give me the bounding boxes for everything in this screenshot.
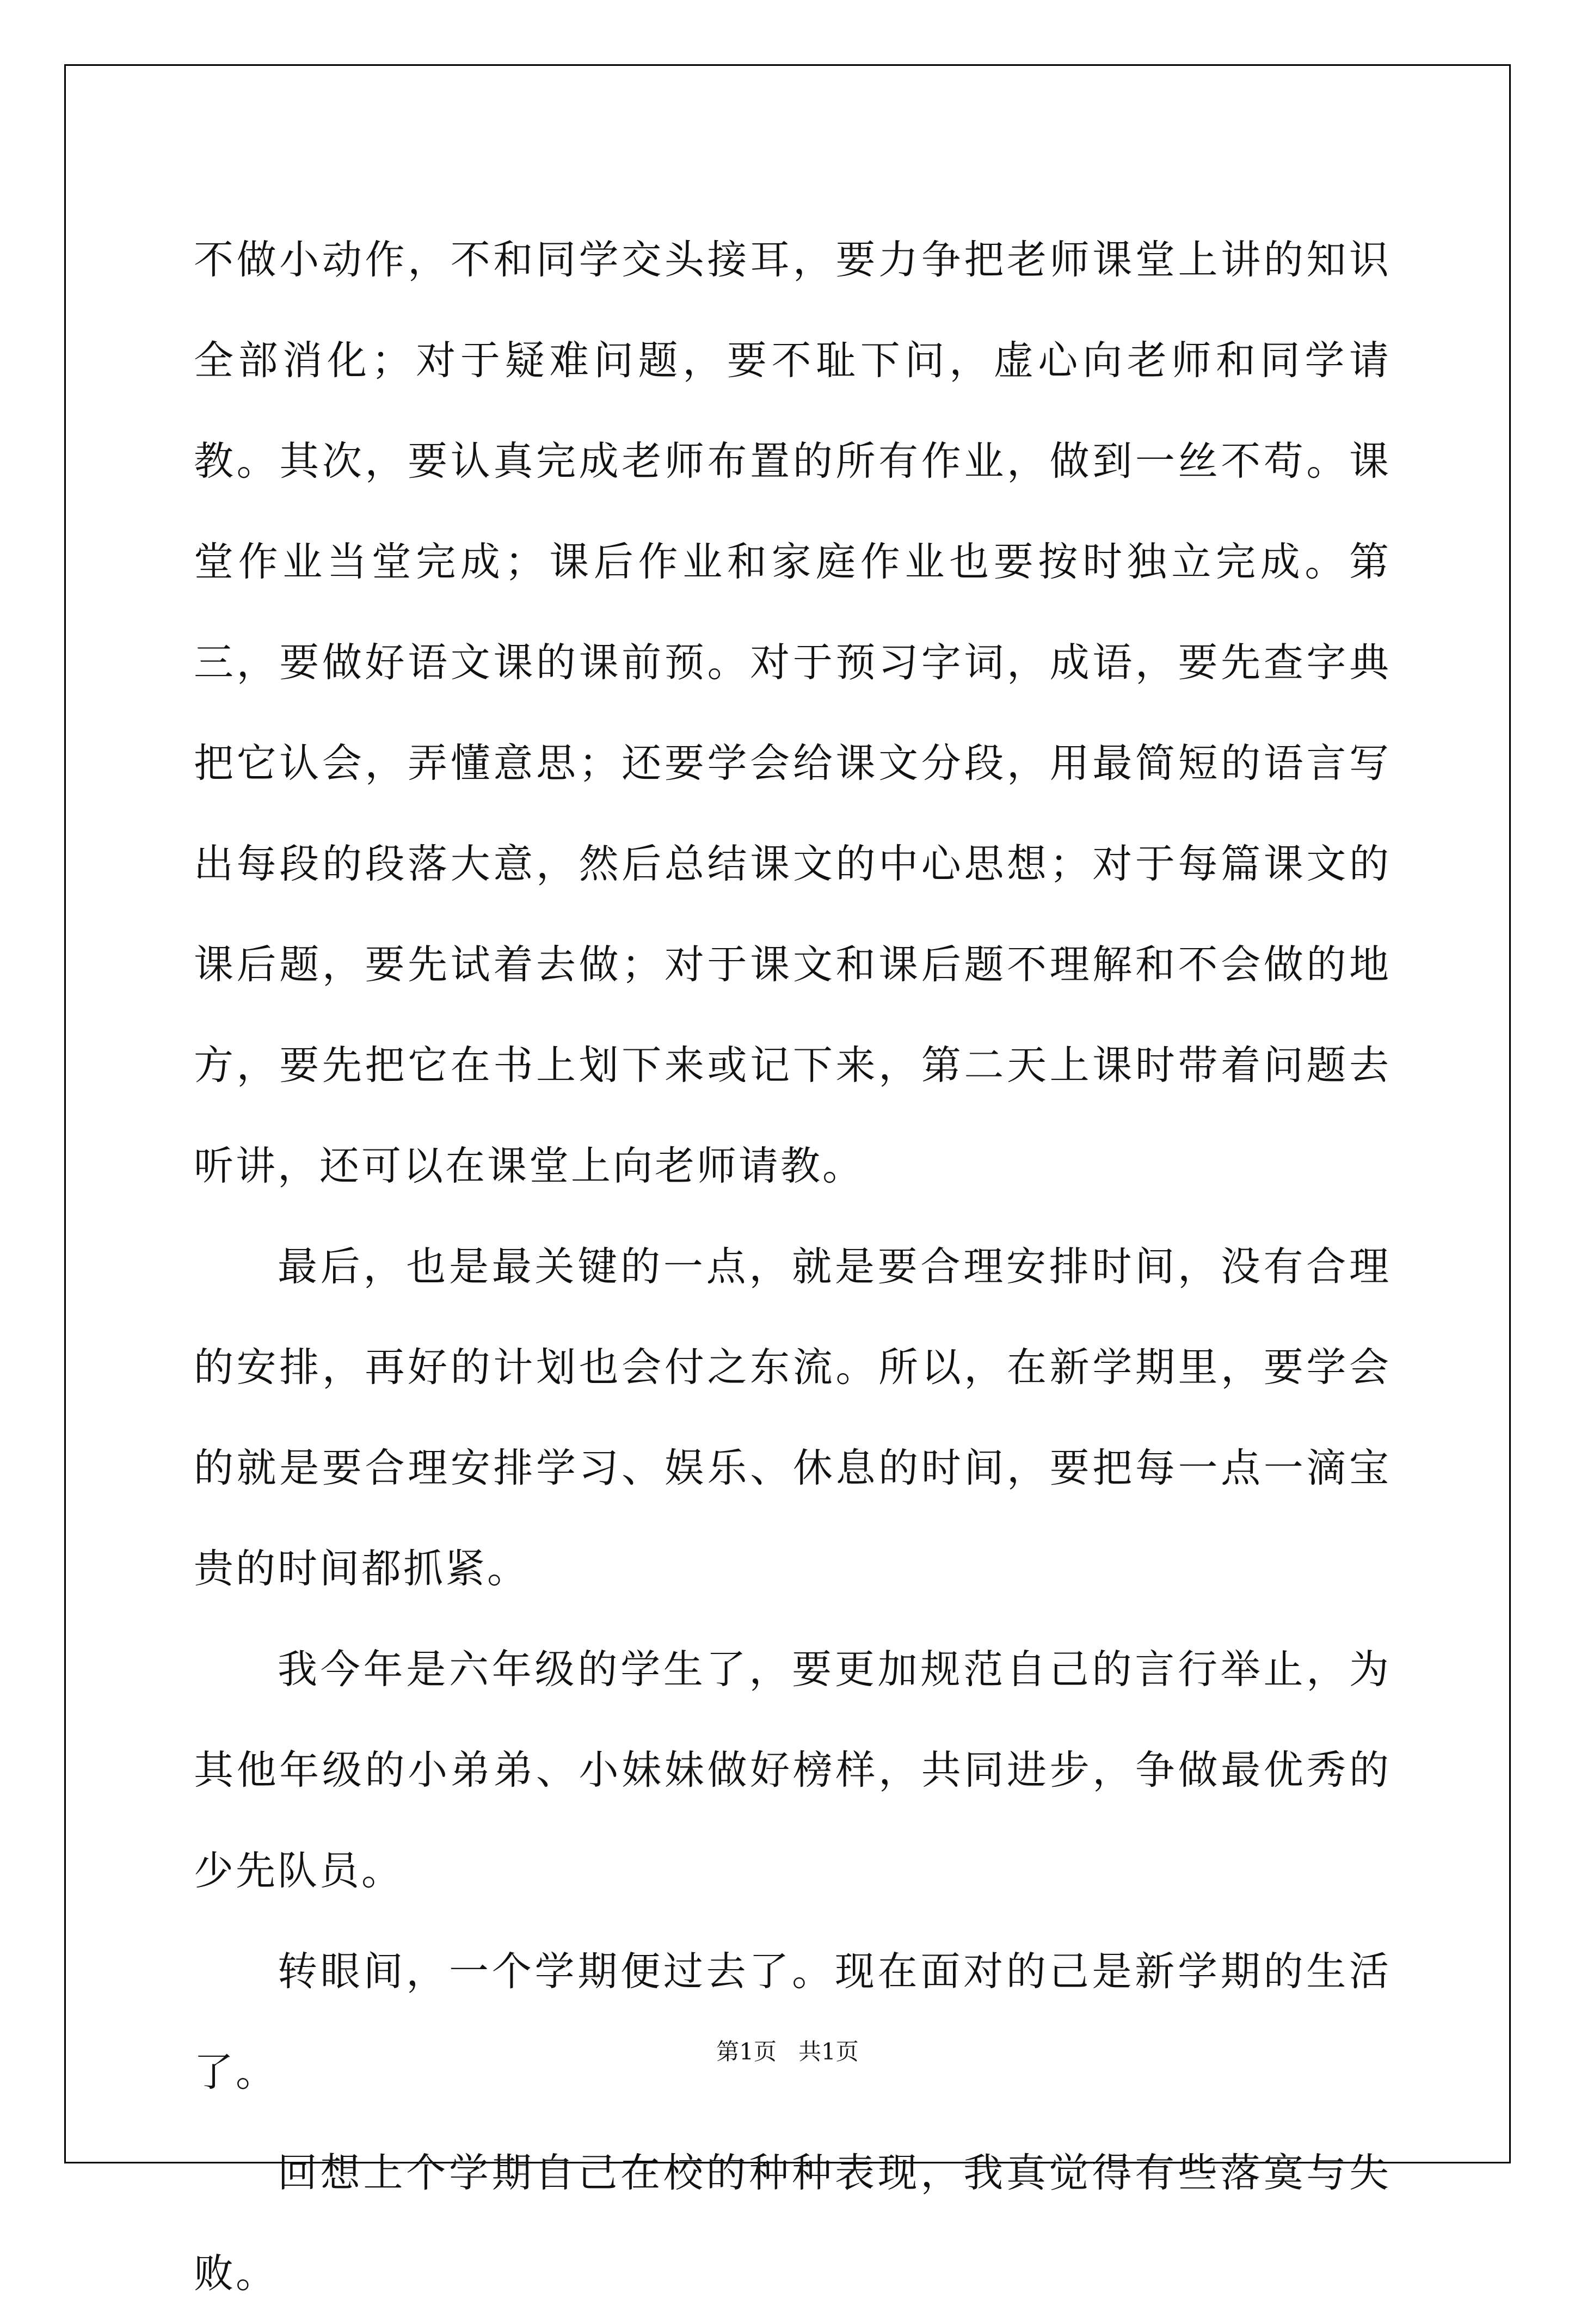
page-number: 第1页: [716, 2038, 777, 2065]
paragraph-3: 我今年是六年级的学生了，要更加规范自己的言行举止，为其他年级的小弟弟、小妹妹做好榜样，共同进步，争做最优秀的少先队员。: [194, 1646, 1391, 1894]
paragraph-4: 转眼间，一个学期便过去了。现在面对的己是新学期的生活了。: [194, 1948, 1391, 2095]
paragraph-5: 回想上个学期自己在校的种种表现，我真觉得有些落寞与失败。: [194, 2150, 1391, 2297]
paragraph-1: 不做小动作，不和同学交头接耳，要力争把老师课堂上讲的知识全部消化；对于疑难问题，要不耻下问，虚心向老师和同学请教。其次，要认真完成老师布置的所有作业，做到一丝不苟。课堂作业当堂完成；课后作业和家庭作业也要按时独立完成。第三，要做好语文课的课前预。对于预习字词，成语，要先查字典把它认会，弄懂意思；还要学会给课文分段，用最简短的语言写出每段的段落大意，然后总结课文的中心思想；对于每篇课文的课后题，要先试着去做；对于课文和课后题不理解和不会做的地方，要先把它在书上划下来或记下来，第二天上课时带着问题去听讲，还可以在课堂上向老师请教。: [194, 237, 1391, 1189]
document-body: [194, 210, 1391, 2324]
page-footer: [0, 2036, 1575, 2068]
paragraph-2: 最后，也是最关键的一点，就是要合理安排时间，没有合理的安排，再好的计划也会付之东流。所以，在新学期里，要学会的就是要合理安排学习、娱乐、休息的时间，要把每一点一滴宝贵的时间都抓紧。: [194, 1244, 1391, 1592]
page-total: 共1页: [798, 2038, 859, 2065]
